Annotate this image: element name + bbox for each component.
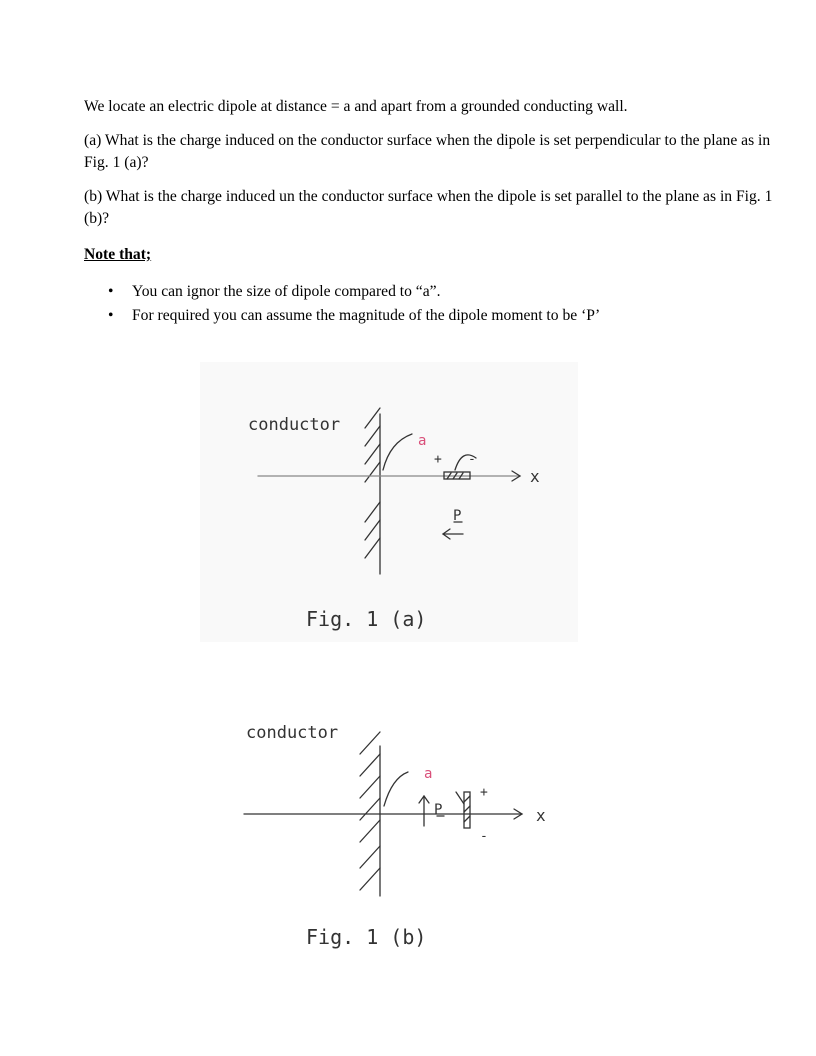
- distance-arc: [383, 434, 412, 470]
- wall-hatch: [365, 426, 380, 446]
- moment-label: P: [434, 802, 443, 818]
- note-list: [84, 280, 600, 328]
- x-axis-label: x: [536, 806, 546, 825]
- plus-label: +: [480, 785, 488, 800]
- dipole-hatch: [464, 816, 470, 822]
- distance-label: a: [424, 766, 433, 782]
- figure-1a-drawing: [200, 362, 578, 642]
- conductor-label: conductor: [248, 415, 341, 435]
- wall-hatch: [360, 776, 380, 798]
- wall-hatch: [360, 732, 380, 754]
- question-b: (b) What is the charge induced un the conductor surface when the dipole is set parallel to the plane as in Fig. 1 (b)?: [84, 188, 773, 227]
- wall-hatch: [360, 846, 380, 868]
- note-heading: Note that;: [84, 246, 152, 263]
- question-a: (a) What is the charge induced on the conductor surface when the dipole is set perpendicular to the plane as in Fig. 1 (a)?: [84, 132, 771, 171]
- wall-hatch: [360, 754, 380, 776]
- distance-label: a: [418, 433, 427, 449]
- wall-hatch: [365, 502, 380, 522]
- wall-hatch: [365, 520, 380, 540]
- dipole-hatch: [464, 806, 470, 812]
- minus-label: -: [468, 452, 476, 467]
- moment-label: P: [453, 508, 462, 524]
- note-item: • For required you can assume the magnitude of the dipole moment to be ‘P’: [84, 304, 600, 328]
- paragraph-intro: We locate an electric dipole at distance = a and apart from a grounded conducting wall.: [84, 98, 628, 115]
- note-item: • You can ignor the size of dipole compared to “a”.: [84, 280, 600, 304]
- distance-arc: [384, 772, 408, 806]
- figure-caption: Fig. 1 (b): [306, 925, 427, 949]
- x-axis-label: x: [530, 467, 540, 486]
- wall-hatch: [360, 820, 380, 842]
- wall-hatch: [360, 798, 380, 820]
- conductor-label: conductor: [246, 723, 339, 743]
- wall-hatch: [365, 462, 380, 482]
- dipole-tick: [456, 792, 464, 804]
- wall-hatch: [365, 408, 380, 428]
- wall-hatch: [365, 538, 380, 558]
- wall-hatch: [360, 868, 380, 890]
- minus-label: -: [480, 829, 488, 844]
- figure-1a: [200, 362, 578, 642]
- plus-label: +: [434, 452, 442, 467]
- wall-hatch: [365, 444, 380, 464]
- dipole-hatch: [464, 796, 470, 802]
- figure-1b-drawing: [232, 706, 578, 968]
- figure-caption: Fig. 1 (a): [306, 607, 427, 631]
- figure-1b: [232, 706, 578, 968]
